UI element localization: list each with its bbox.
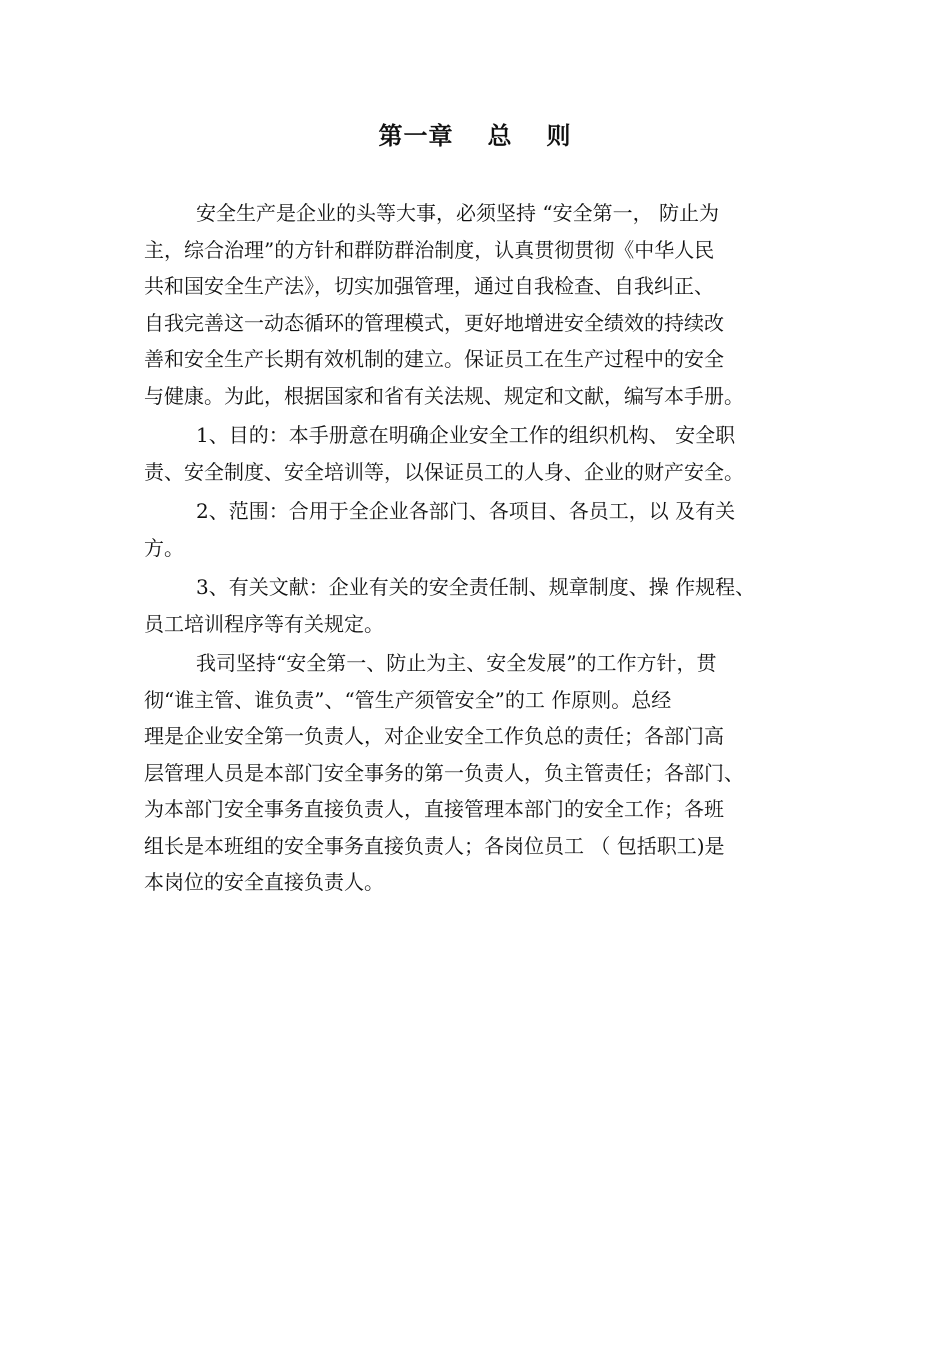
chapter-title-char-1: 总: [487, 121, 513, 150]
paragraph-references: [144, 569, 834, 642]
document-body: [144, 195, 834, 901]
paragraph-line: 安全生产是企业的头等大事，必须坚持 “安全第一， 防止为: [196, 201, 719, 225]
paragraph-line: 自我完善这一动态循环的管理模式，更好地增进安全绩效的持续改: [144, 310, 724, 335]
paragraph-line: 1、目的：本手册意在明确企业安全工作的组织机构、 安全职: [196, 423, 736, 447]
paragraph-line: 主，综合治理”的方针和群防群治制度，认真贯彻贯彻《中华人民: [144, 237, 715, 262]
paragraph-line: 责、安全制度、安全培训等，以保证员工的人身、企业的财产安全。: [144, 459, 744, 484]
paragraph-purpose: [144, 417, 834, 490]
paragraph-line: 组长是本班组的安全事务直接负责人；各岗位员工 （ 包括职工)是: [144, 833, 725, 858]
paragraph-line: 彻“谁主管、谁负责”、“管生产须管安全”的工 作原则。总经: [144, 687, 672, 712]
paragraph-line: 我司坚持“安全第一、防止为主、安全发展”的工作方针，贯: [196, 651, 717, 675]
paragraph-line: 2、范围：合用于全企业各部门、各项目、各员工，以 及有关: [196, 499, 736, 523]
paragraph-line: 善和安全生产长期有效机制的建立。保证员工在生产过程中的安全: [144, 347, 724, 371]
paragraph-line: 理是企业安全第一负责人，对企业安全工作负总的责任；各部门高: [144, 724, 724, 748]
paragraph-line: 层管理人员是本部门安全事务的第一负责人，负主管责任；各部门、: [144, 760, 744, 785]
chapter-title: [0, 116, 950, 151]
paragraph-line: 为本部门安全事务直接负责人，直接管理本部门的安全工作；各班: [144, 797, 724, 821]
paragraph-intro: [144, 195, 834, 414]
chapter-title-number: 第一章: [378, 121, 454, 150]
paragraph-line: 员工培训程序等有关规定。: [144, 611, 384, 636]
paragraph-policy: [144, 645, 834, 901]
paragraph-line: 共和国安全生产法》，切实加强管理，通过自我检查、自我纠正、: [144, 274, 714, 298]
chapter-title-char-2: 则: [546, 121, 572, 150]
paragraph-line: 本岗位的安全直接负责人。: [144, 870, 384, 894]
paragraph-scope: [144, 493, 834, 566]
paragraph-line: 方。: [144, 535, 184, 560]
paragraph-line: 与健康。为此，根据国家和省有关法规、规定和文献，编写本手册。: [144, 383, 744, 408]
paragraph-line: 3、有关文献：企业有关的安全责任制、规章制度、操 作规程、: [196, 575, 756, 599]
